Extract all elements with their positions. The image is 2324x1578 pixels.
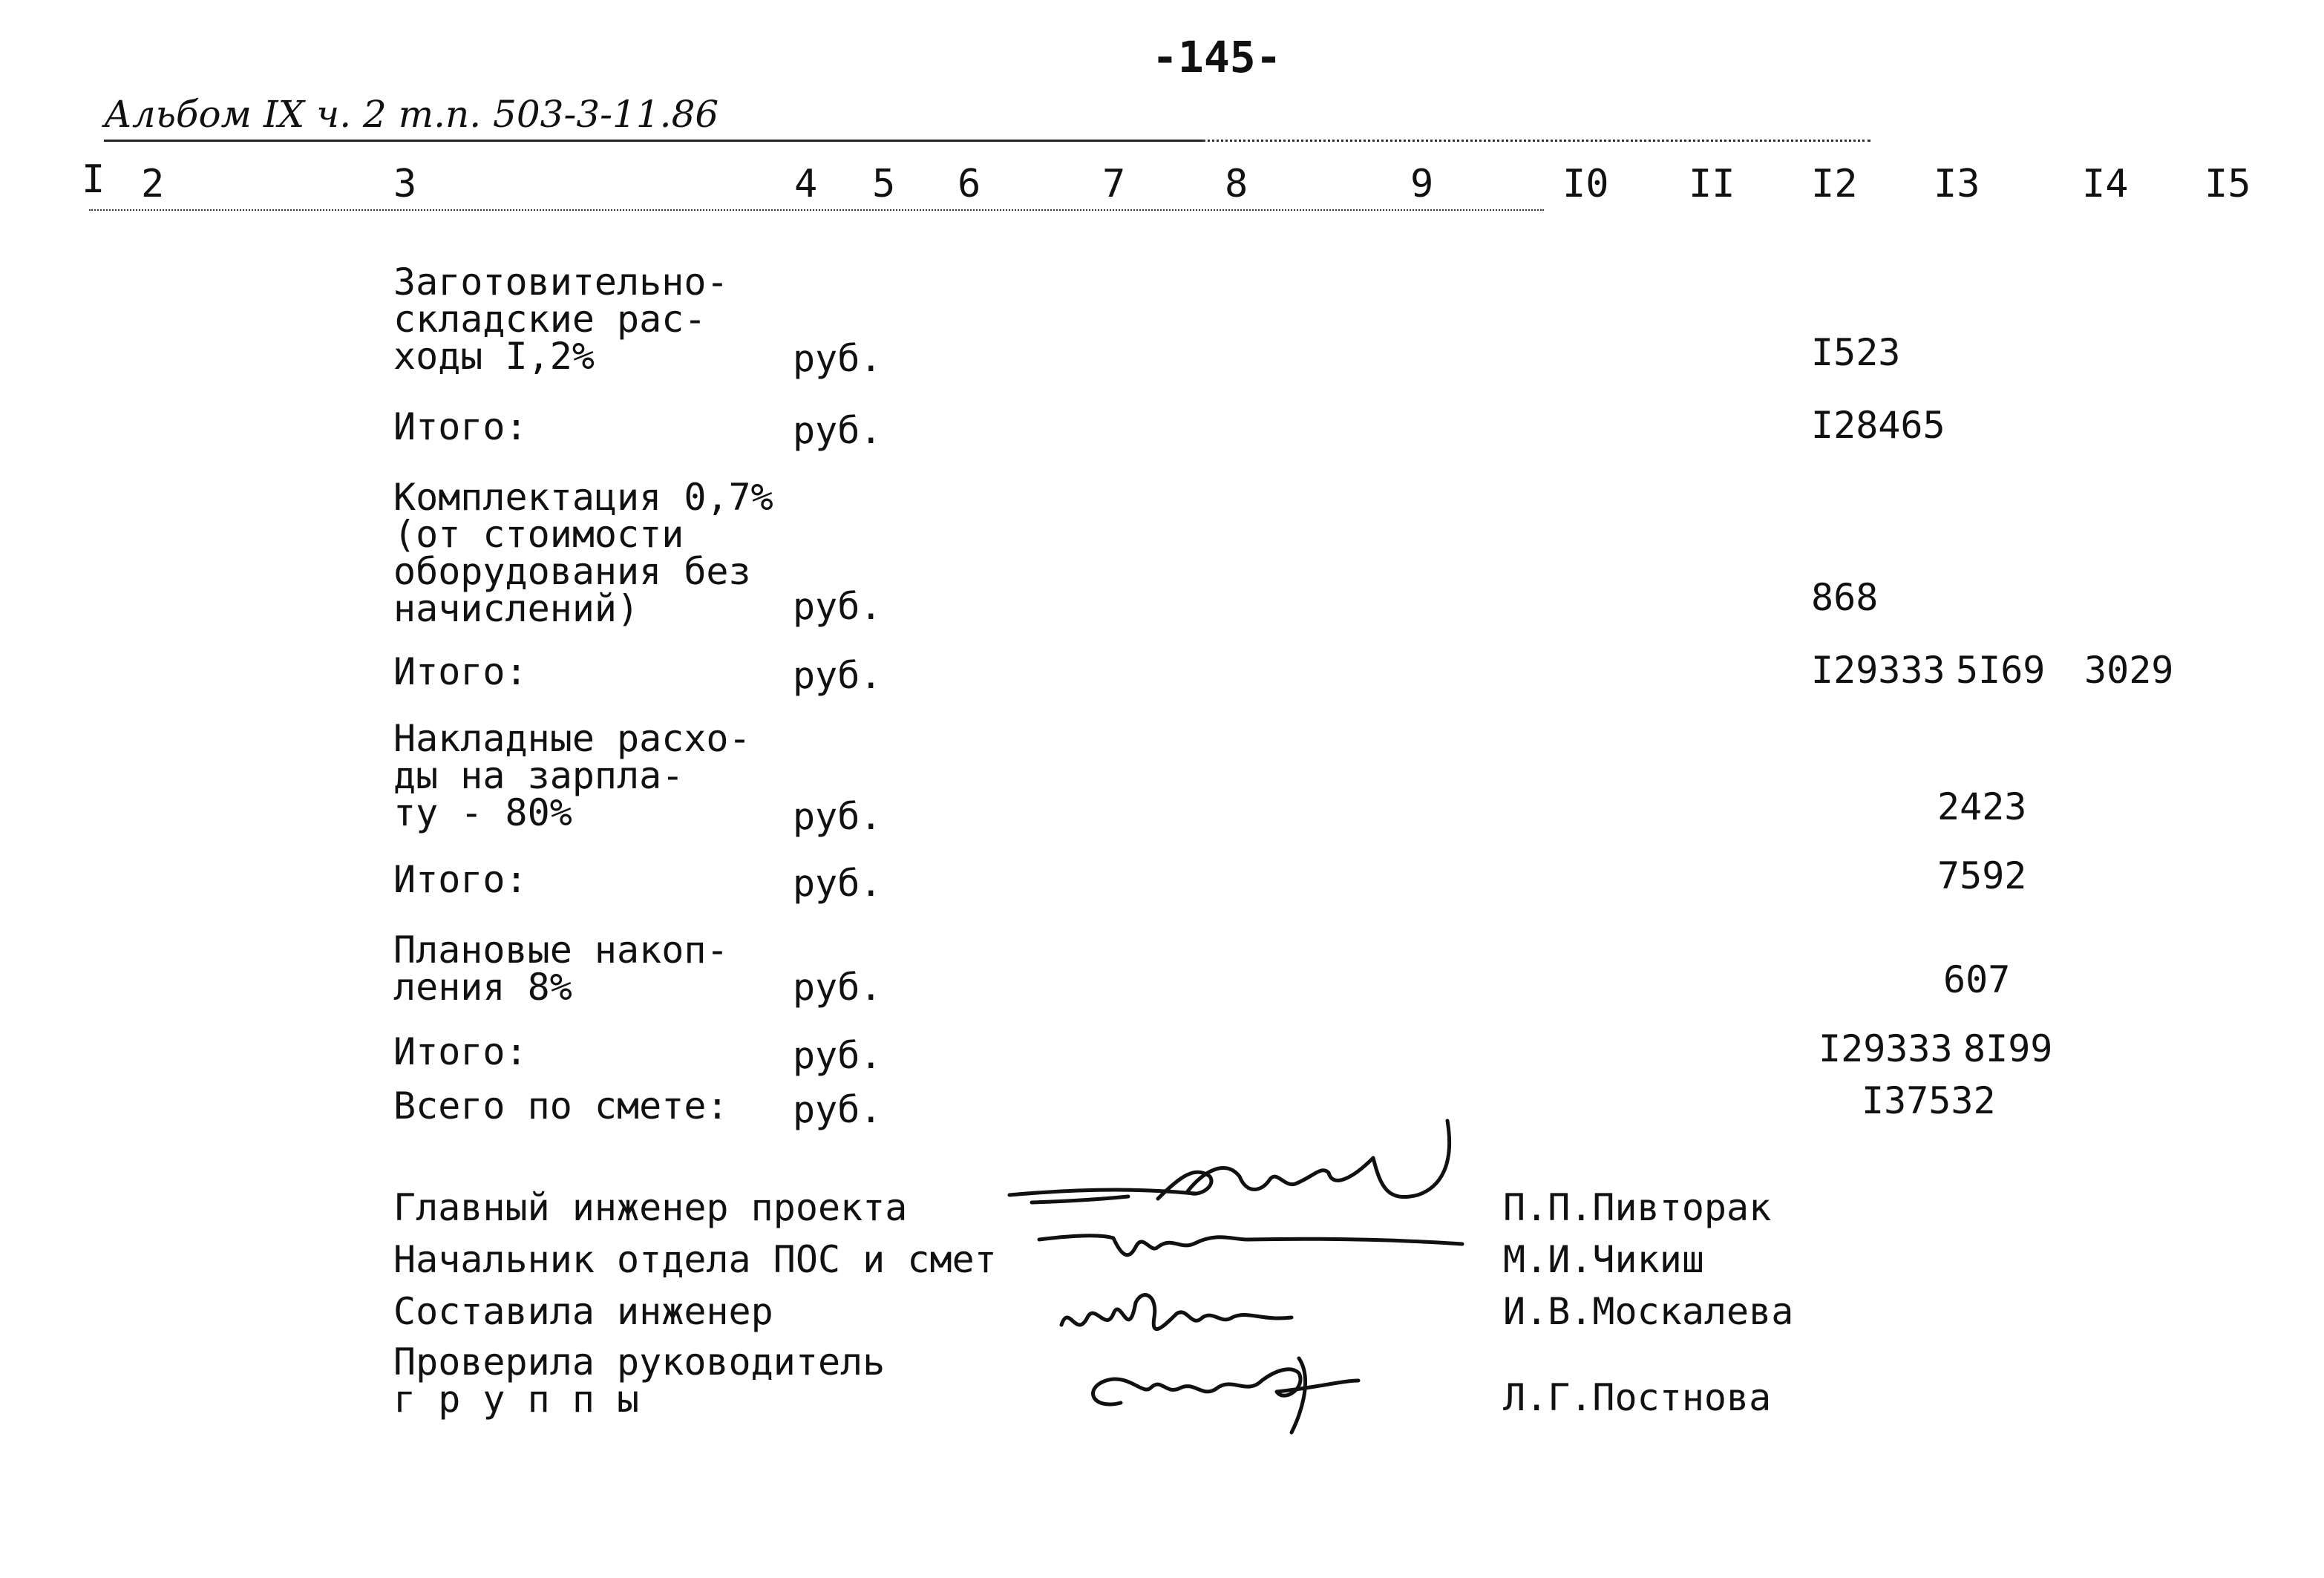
column-header-rule <box>89 209 1544 211</box>
row-unit: руб. <box>793 795 883 838</box>
column-number: 9 <box>1410 162 1434 206</box>
row-unit: руб. <box>793 1034 883 1077</box>
signatory-position: Начальник отдела ПОС и смет <box>393 1238 997 1281</box>
header-rule <box>104 140 1202 142</box>
signatory-name: И.В.Москалева <box>1503 1290 1794 1333</box>
row-label: Комплектация 0,7% (от стоимости оборудования без начислений) <box>393 476 773 630</box>
column-number: I0 <box>1562 162 1609 206</box>
row-unit: руб. <box>793 585 883 628</box>
column-number: 3 <box>393 162 417 206</box>
value-col-12: I37532 <box>1862 1079 1996 1122</box>
column-number: 8 <box>1225 162 1248 206</box>
row-label: Итого: <box>393 405 528 448</box>
signatory-position: Главный инженер проекта <box>393 1186 908 1229</box>
row-label: Итого: <box>393 1030 528 1073</box>
column-number: 2 <box>141 162 165 206</box>
value-col-13: 7592 <box>1937 854 2027 897</box>
value-col-12: I29333 <box>1811 649 1945 692</box>
column-number: I4 <box>2082 162 2129 206</box>
row-unit: руб. <box>793 862 883 905</box>
value-col-12: I28465 <box>1811 404 1945 447</box>
row-label: Накладные расхо- ды на зарпла- ту - 80% <box>393 717 751 834</box>
signatory-position: Проверила руководитель г р у п п ы <box>393 1340 886 1421</box>
column-number: 4 <box>794 162 818 206</box>
signature-department-head <box>1024 1217 1485 1277</box>
row-label: Плановые накоп- ления 8% <box>393 929 729 1009</box>
row-label: Итого: <box>393 650 528 693</box>
column-number: I3 <box>1934 162 1980 206</box>
signatory-name: Л.Г.Постнова <box>1503 1376 1772 1419</box>
signatory-position: Составила инженер <box>393 1290 773 1333</box>
album-reference: Альбом IX ч. 2 т.п. 503-3-11.86 <box>104 93 719 136</box>
signatory-name: М.И.Чикиш <box>1503 1238 1704 1281</box>
value-col-13: 8I99 <box>1963 1027 2053 1070</box>
row-label: Итого: <box>393 858 528 901</box>
row-unit: руб. <box>793 337 883 380</box>
column-number: 6 <box>958 162 981 206</box>
value-col-12: I29333 <box>1819 1027 1953 1070</box>
column-number: I2 <box>1811 162 1858 206</box>
column-number: 5 <box>872 162 896 206</box>
row-label: Всего по смете: <box>393 1084 729 1127</box>
row-label: Заготовительно- складские рас- ходы I,2% <box>393 261 729 378</box>
column-number: 7 <box>1102 162 1126 206</box>
signatory-name: П.П.Пивторак <box>1503 1186 1772 1229</box>
column-number: I <box>82 157 105 202</box>
signature-chief-engineer <box>1002 1106 1462 1232</box>
value-col-12: 868 <box>1811 576 1879 619</box>
page-number: -145- <box>1152 32 1282 82</box>
signature-group-head <box>1076 1336 1388 1440</box>
value-col-14: 3029 <box>2084 649 2174 692</box>
value-col-13: 607 <box>1943 958 2011 1001</box>
column-number: II <box>1689 162 1735 206</box>
row-unit: руб. <box>793 966 883 1009</box>
value-col-13: 5I69 <box>1956 649 2046 692</box>
column-number: I5 <box>2204 162 2251 206</box>
row-unit: руб. <box>793 654 883 697</box>
header-rule-dotted <box>1202 140 1870 142</box>
row-unit: руб. <box>793 409 883 452</box>
value-col-12: I523 <box>1811 331 1901 374</box>
value-col-13: 2423 <box>1937 785 2027 828</box>
row-unit: руб. <box>793 1088 883 1131</box>
